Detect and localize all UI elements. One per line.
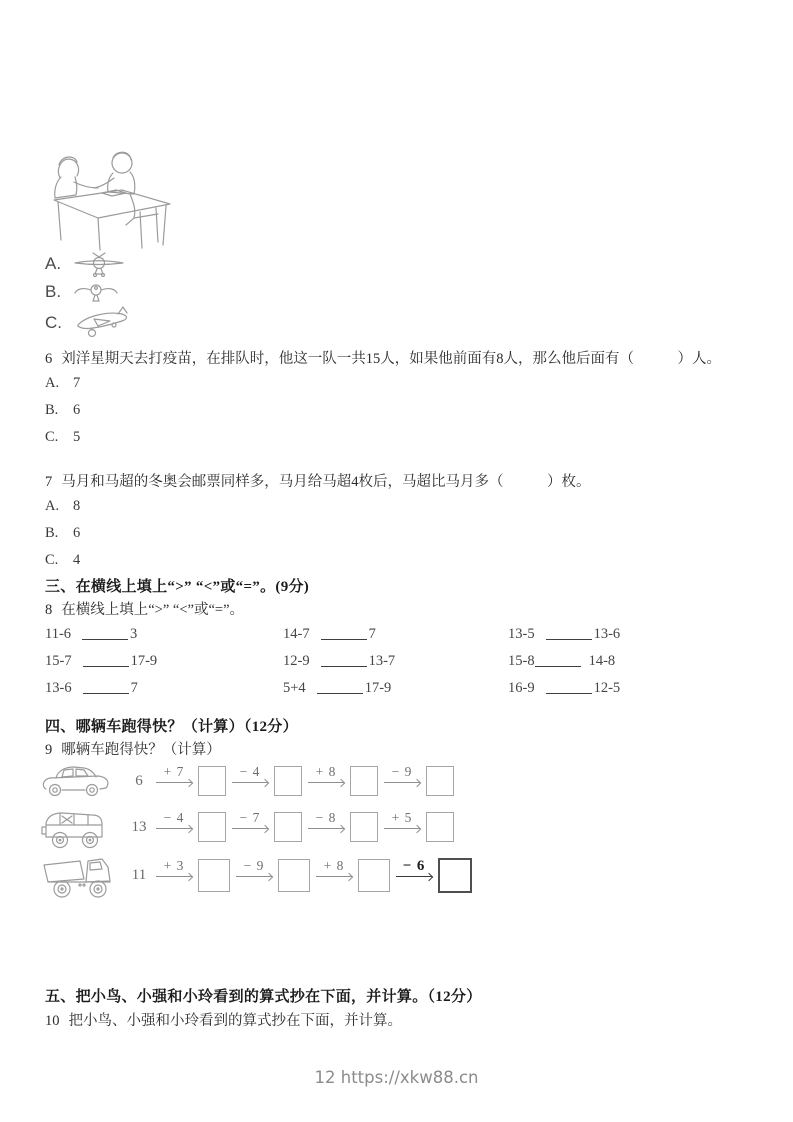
question-body: 把小鸟、小强和小玲看到的算式抄在下面，并计算。 (68, 1013, 402, 1029)
answer-box (426, 812, 454, 842)
q5-option-b (45, 280, 119, 304)
section-4-title: 四、哪辆车跑得快？（计算）（12分） (45, 719, 298, 735)
answer-box (278, 859, 310, 892)
q9-row-car (40, 755, 454, 807)
comparison-item (45, 626, 283, 643)
option-label: C. (45, 313, 62, 332)
operation (384, 765, 420, 783)
children-at-table-illustration (46, 148, 178, 252)
question-body: 在横线上填上“>” “<”或“=”。 (61, 602, 245, 618)
dump-truck-icon (40, 849, 118, 901)
comparison-item (283, 626, 508, 643)
option-label: B. (45, 282, 62, 301)
left-expression: 13-5 (508, 626, 535, 642)
arrow-icon (308, 782, 344, 783)
chain-start-number: 13 (131, 818, 147, 835)
biplane-front-icon (73, 250, 125, 277)
answer-blank (546, 626, 592, 640)
left-expression: 5+4 (283, 680, 306, 696)
arrow-icon (232, 828, 268, 829)
right-expression: 7 (130, 680, 138, 696)
option-label: A. (45, 375, 60, 391)
arrow-icon (156, 876, 192, 877)
answer-blank (83, 680, 129, 694)
chain-start-number: 11 (131, 866, 147, 883)
operation-label: + 5 (391, 810, 413, 825)
left-expression: 15-8 (508, 653, 535, 669)
section-5-title: 五、把小鸟、小强和小玲看到的算式抄在下面，并计算。（12分） (45, 989, 482, 1005)
operation-label: + 7 (163, 764, 185, 779)
option-label: B. (45, 402, 59, 418)
option-label: A. (45, 498, 60, 514)
arrow-icon (308, 828, 344, 829)
operation-label: + 8 (323, 858, 345, 873)
vehicle (40, 849, 122, 901)
operation (232, 811, 268, 829)
answer-box (350, 812, 378, 842)
right-expression: 13-6 (593, 626, 621, 642)
question-body: 刘洋星期天去打疫苗，在排队时，他这一队一共15人，如果他前面有8人，那么他后面有（ ）人。 (61, 351, 721, 367)
question-number: 8 (45, 602, 53, 618)
operation (156, 859, 192, 877)
q6-option-a (45, 375, 80, 392)
operation-label: − 6 (402, 858, 426, 874)
q7-option-c (45, 552, 80, 569)
option-value: 6 (73, 525, 81, 541)
answer-blank (321, 653, 367, 667)
comparison-item (283, 653, 508, 670)
operation-label: − 4 (239, 764, 261, 779)
left-expression: 11-6 (45, 626, 72, 642)
operation-label: + 8 (315, 764, 337, 779)
arrow-icon (316, 876, 352, 877)
arrow-icon (384, 782, 420, 783)
comparison-item (45, 653, 283, 670)
question-10-text (45, 1009, 402, 1030)
q9-row-jeep (40, 801, 454, 853)
option-value: 7 (73, 375, 81, 391)
arrow-icon (396, 876, 432, 877)
question-6-text (45, 347, 721, 368)
comparison-item (508, 626, 745, 643)
answer-box (274, 766, 302, 796)
right-expression: 3 (130, 626, 138, 642)
operation-label: − 4 (163, 810, 185, 825)
left-expression: 14-7 (283, 626, 310, 642)
right-expression: 12-5 (593, 680, 621, 696)
vehicle (40, 763, 122, 799)
answer-box (438, 858, 472, 893)
answer-box (274, 812, 302, 842)
option-value: 4 (73, 552, 81, 568)
right-expression: 17-9 (364, 680, 392, 696)
option-label: C. (45, 552, 59, 568)
jeep-icon (40, 803, 110, 851)
left-expression: 13-6 (45, 680, 72, 696)
option-label: A. (45, 253, 62, 273)
question-number: 10 (45, 1013, 60, 1029)
answer-blank (317, 680, 363, 694)
car-icon (40, 763, 112, 799)
answer-blank (321, 626, 367, 640)
question-7-text (45, 470, 591, 491)
answer-box (198, 859, 230, 892)
answer-box (198, 812, 226, 842)
q7-option-a (45, 498, 80, 515)
chain-start-number: 6 (135, 772, 143, 789)
question-number: 6 (45, 351, 53, 367)
answer-blank (546, 680, 592, 694)
answer-box (350, 766, 378, 796)
answer-box (358, 859, 390, 892)
answer-blank (535, 653, 581, 667)
plane-side-icon (74, 306, 132, 340)
answer-box (198, 766, 226, 796)
operation (316, 859, 352, 877)
option-label: B. (45, 525, 59, 541)
vehicle (40, 803, 122, 851)
option-label: C. (45, 429, 59, 445)
answer-blank (83, 653, 129, 667)
operation (396, 859, 432, 877)
comparison-item (508, 680, 745, 697)
question-number: 9 (45, 742, 53, 758)
operation-label: − 7 (239, 810, 261, 825)
operation (236, 859, 272, 877)
comparison-item (45, 680, 283, 697)
right-expression: 17-9 (130, 653, 158, 669)
comparison-item (283, 680, 508, 697)
q6-option-c (45, 429, 80, 446)
question-number: 7 (45, 474, 53, 490)
left-expression: 16-9 (508, 680, 535, 696)
question-8-text (45, 598, 244, 619)
arrow-icon (236, 876, 272, 877)
right-expression: 14-8 (588, 653, 616, 669)
q5-option-a (45, 250, 125, 277)
arrow-icon (156, 828, 192, 829)
operation-label: − 9 (243, 858, 265, 873)
answer-box (426, 766, 454, 796)
operation (308, 811, 344, 829)
operation (384, 811, 420, 829)
option-value: 5 (73, 429, 81, 445)
left-expression: 12-9 (283, 653, 310, 669)
right-expression: 7 (368, 626, 376, 642)
operation-label: − 9 (391, 764, 413, 779)
arrow-icon (384, 828, 420, 829)
q8-comparison-grid (45, 626, 745, 697)
operation (156, 765, 192, 783)
right-expression: 13-7 (368, 653, 396, 669)
operation-label: + 3 (163, 858, 185, 873)
option-value: 6 (73, 402, 81, 418)
question-body: 马月和马超的冬奥会邮票同样多，马月给马超4枚后，马超比马月多（ ）枚。 (61, 474, 591, 490)
page-footer: 12 https://xkw88.cn (314, 1068, 479, 1087)
operation (156, 811, 192, 829)
q7-option-b (45, 525, 80, 542)
q9-row-truck (40, 849, 472, 901)
question-body: 哪辆车跑得快？（计算） (61, 742, 221, 758)
comparison-item (508, 653, 745, 670)
operation (308, 765, 344, 783)
plane-front-icon (73, 280, 119, 304)
answer-blank (82, 626, 128, 640)
option-value: 8 (73, 498, 81, 514)
q5-option-c (45, 306, 132, 340)
arrow-icon (232, 782, 268, 783)
section-3-title: 三、在横线上填上“>” “<”或“=”。(9分) (45, 579, 310, 595)
left-expression: 15-7 (45, 653, 72, 669)
operation-label: − 8 (315, 810, 337, 825)
arrow-icon (156, 782, 192, 783)
q6-option-b (45, 402, 80, 419)
operation (232, 765, 268, 783)
